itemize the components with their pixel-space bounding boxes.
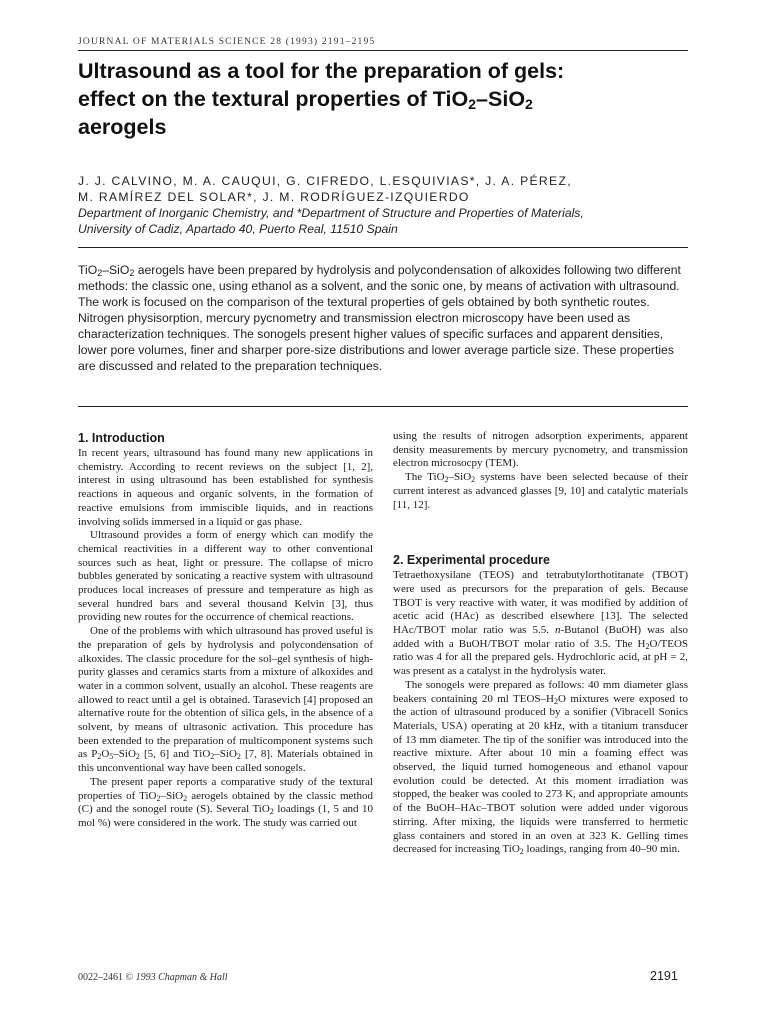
section-heading-introduction: 1. Introduction bbox=[78, 431, 165, 445]
paragraph: using the results of nitrogen adsorption experiments, apparent density measurements by mercury pycnometry, and transmission electron microsocpy (TEM). bbox=[393, 430, 688, 470]
abstract-bottom-rule bbox=[78, 406, 688, 407]
paragraph: The present paper reports a comparative study of the textural properties of TiO$_2$–SiO$_2$ aerogels obtained by the classic method (C) and the sonogel route (S). Several TiO$_2$ loadings (1, 5 and 10 mol %) were considered in the work. The study was carried out bbox=[78, 775, 373, 829]
paragraph: In recent years, ultrasound has found many new applications in chemistry. According to recent reviews on the subject [1, 2], interest in using ultrasound has been established for synthesis reactions in aqueous and organic solvents, in the formation of reactive emulsions from immiscible liquids, and in reactions involving solids immersed in a liquid or gas phase. bbox=[78, 447, 373, 528]
paragraph: The sonogels were prepared as follows: 40 mm diameter glass beakers containing 20 ml TEOS–$H_2O$ mixtures were exposed to the action of ultrasound produced by a sonifier (Vibracell Sonics Materials, USA) operating at 20 kHz, with a titanium transducer of 13 mm diameter. The tip of the sonifier was introduced into the reactive mixture. After about 10 min a foaming effect was observed, the liquid turned homogeneous and ethanol vapour evolution could be detected. At this moment irradiation was stopped, the beaker was cooled to 273 K, and appropriate amounts of the BuOH–HAc–TBOT solution were added under vigorous stirring. After mixing, the liquids were transferred to hermetic glass containers and stored in an oven at 323 K. Gelling times decreased for increasing TiO$_2$ loadings, ranging from 40–90 min. bbox=[393, 678, 688, 857]
abstract: TiO$_2$–SiO$_2$ aerogels have been prepared by hydrolysis and polycondensation of alkoxides following two different methods: the classic one, using ethanol as a solvent, and the sonic one, by means of activation with ultrasound. The work is focused on the comparison of the textural properties of gels obtained by both synthetic routes. Nitrogen physisorption, mercury pycnometry and transmission electron microscopy have been used as characterization techniques. The sonogels present higher values of specific surfaces and apparent densities, lower pore volumes, finer and sharper pore-size distributions and lower average particle size. These properties are discussed and related to the preparation techniques. bbox=[78, 263, 681, 373]
author-list: J. J. CALVINO, M. A. CAUQUI, G. CIFREDO, L.ESQUIVIAS*, J. A. PÉREZ, M. RAMÍREZ DEL SOLAR*, J. M. RODRÍGUEZ-IZQUIERDO bbox=[78, 174, 572, 204]
copyright-line: 0022–2461 © 1993 Chapman & Hall bbox=[78, 972, 228, 983]
journal-header: JOURNAL OF MATERIALS SCIENCE 28 (1993) 2191–2195 bbox=[78, 37, 376, 47]
title-line-3: aerogels bbox=[78, 115, 167, 139]
title-line-2: effect on the textural properties of TiO$_2$–SiO$_2$ bbox=[78, 87, 533, 112]
header-rule bbox=[78, 50, 688, 51]
title-line-1: Ultrasound as a tool for the preparation of gels: bbox=[78, 59, 565, 83]
left-column bbox=[78, 430, 373, 831]
abstract-top-rule bbox=[78, 247, 688, 248]
section-heading-experimental: 2. Experimental procedure bbox=[393, 553, 551, 568]
right-column bbox=[393, 430, 688, 857]
affiliation: Department of Inorganic Chemistry, and *Department of Structure and Properties of Materials, University of Cadiz, Apartado 40, Puerto Real, 11510 Spain bbox=[78, 206, 584, 236]
section-gap bbox=[393, 512, 688, 552]
paragraph: Tetraethoxysilane (TEOS) and tetrabutylorthotitanate (TBOT) were used as precursors for the preparation of gels. Because TBOT is very reactive with water, it was modified by addition of acetic acid (HAc) as described elsewhere [13]. The selected HAc/TBOT molar ratio was 5.5. n-Butanol (BuOH) was also added with a BuOH/TBOT molar ratio of 3.5. The $H_2O$/TEOS ratio was 4 for all the prepared gels. Hydrochloric acid, at pH = 2, was present as a catalyst in the hydrolysis water. bbox=[393, 569, 688, 678]
paper-title bbox=[78, 57, 698, 141]
paragraph: The TiO$_2$–SiO$_2$ systems have been selected because of their current interest as advanced glasses [9, 10] and catalytic materials [11, 12]. bbox=[393, 471, 688, 511]
paragraph: Ultrasound provides a form of energy which can modify the chemical reactivities in a different way to other conventional sources such as heat, light or pressure. The collapse of micro bubbles generated by sonicating a reactive system with ultrasound produces local increases of pressure and temperature as high as several hundred bars and several thousand Kelvin [3], thus providing new routes for the occurrence of chemical reactions. bbox=[78, 529, 373, 624]
paragraph: One of the problems with which ultrasound has proved useful is the preparation of gels by hydrolysis and polycondensation of alkoxides. The classic procedure for the sol–gel synthesis of high-purity glasses and ceramics starts from a mixture of alkoxides and water in a common solvent, usually an alcohol. These reagents are allowed to react until a gel is obtained. Tarasevich [4] proposed an alternative route for the obtention of silica gels, in the absence of a solvent, by means of ultrasonic activation. This procedure has been extended to the preparation of multicomponent systems such as $P_2O_5-SiO_2$ [5, 6] and TiO$_2$–SiO$_2$ [7, 8]. Materials obtained in this unconventional way have been called sonogels. bbox=[78, 625, 373, 775]
page-number: 2191 bbox=[650, 969, 678, 983]
